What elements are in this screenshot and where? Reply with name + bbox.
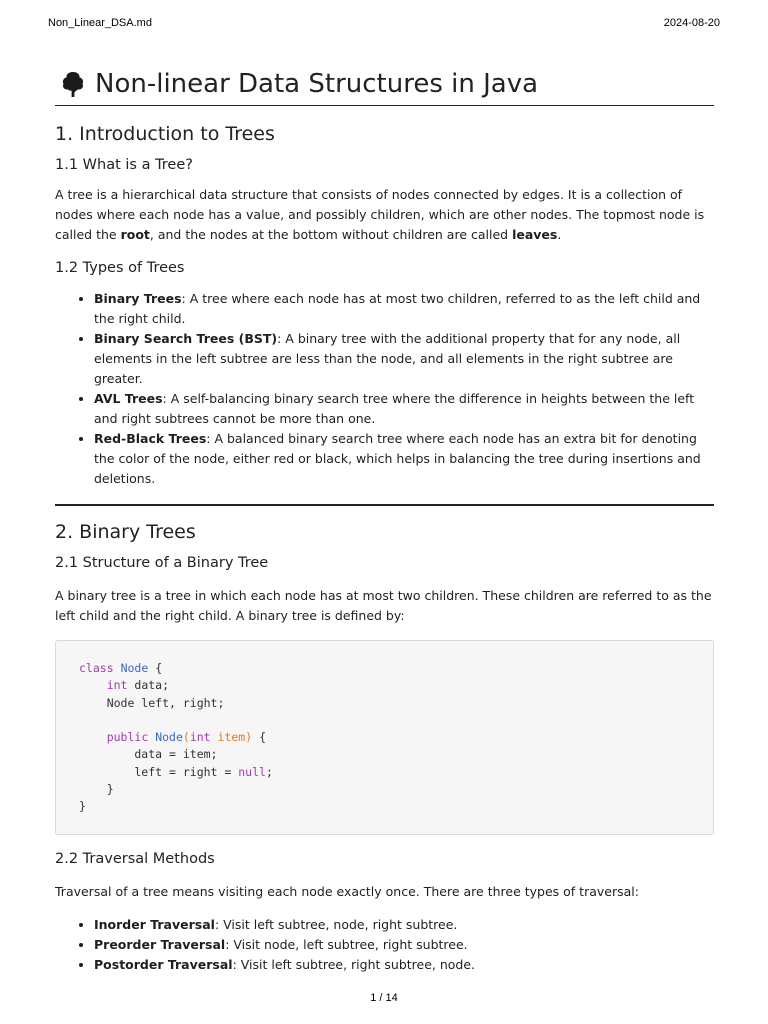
- paragraph: A tree is a hierarchical data structure that consists of nodes connected by edges. It is a collection of nodes where each node has a value, and possibly children, which are other nodes. The topmost node is called the root, and the nodes at the bottom without children are called leaves.: [55, 187, 705, 242]
- paragraph: A binary tree is a tree in which each node has at most two children. These children are referred to as the left child and the right child. A binary tree is defined by:: [55, 588, 712, 623]
- subsection-heading: 1.1 What is a Tree?: [55, 157, 193, 173]
- paragraph: Traversal of a tree means visiting each node exactly once. There are three types of traversal:: [55, 883, 639, 899]
- document-body: [55, 62, 714, 975]
- section-divider: [55, 504, 714, 506]
- bold-term: leaves: [512, 227, 558, 242]
- subsection-heading: 1.2 Types of Trees: [55, 260, 185, 276]
- subsection-heading: 2.2 Traversal Methods: [55, 850, 215, 867]
- section-heading: 1. Introduction to Trees: [55, 123, 275, 145]
- title-text: Non-linear Data Structures in Java: [95, 68, 539, 99]
- print-date: 2024-08-20: [663, 17, 720, 29]
- code-block: class Node { int data; Node left, right; public Node(int item) { data = item; left = right = null; } }: [55, 640, 714, 835]
- list-item: • Red-Black Trees: A balanced binary search tree where each node has an extra bit for denoting the color of the node, either red or black, which helps in balancing the tree during insertions and deletions.: [94, 429, 714, 489]
- page-number: 1 / 14: [370, 992, 398, 1004]
- bold-term: root: [120, 227, 150, 242]
- list-item: • Postorder Traversal: Visit left subtree, right subtree, node.: [94, 955, 714, 975]
- list-item: • Binary Search Trees (BST): A binary tree with the additional property that for any node, all elements in the left subtree are less than the node, and all elements in the right subtree are greater.: [94, 329, 714, 389]
- page-header: [48, 17, 720, 31]
- subsection-heading: 2.1 Structure of a Binary Tree: [55, 555, 269, 571]
- section-heading: 2. Binary Trees: [55, 521, 196, 543]
- page-title: [55, 62, 714, 106]
- list-item: • Preorder Traversal: Visit node, left subtree, right subtree.: [94, 935, 714, 955]
- tree-types-list: [55, 289, 714, 489]
- list-item: • Binary Trees: A tree where each node has at most two children, referred to as the left child and the right child.: [94, 289, 714, 329]
- traversal-list: [55, 915, 714, 975]
- list-item: • AVL Trees: A self-balancing binary search tree where the difference in heights between the left and right subtrees cannot be more than one.: [94, 389, 714, 429]
- tree-icon: [59, 69, 87, 99]
- file-name: Non_Linear_DSA.md: [48, 17, 152, 29]
- list-item: • Inorder Traversal: Visit left subtree, node, right subtree.: [94, 915, 714, 935]
